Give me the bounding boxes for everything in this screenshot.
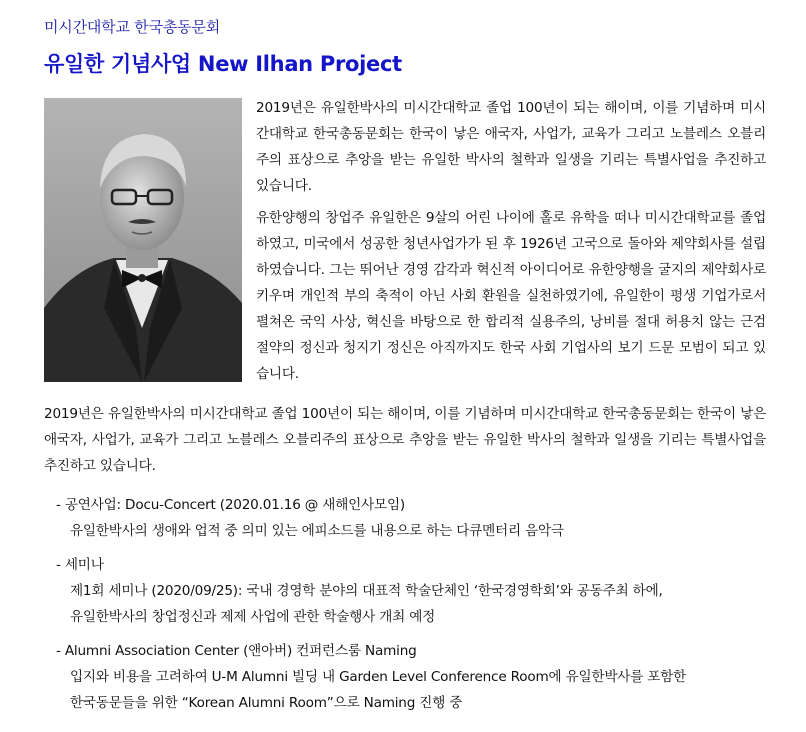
project-item-docu-concert <box>56 492 776 544</box>
project-item-seminar <box>56 552 776 630</box>
project-heading: - 공연사업: Docu-Concert (2020.01.16 @ 새해인사모임) <box>56 497 405 513</box>
project-detail: 제1회 세미나 (2020/09/25): 국내 경영학 분야의 대표적 학술단체인 ‘한국경영학회’와 공동주최 하에, <box>70 583 663 599</box>
project-detail: 입지와 비용을 고려하여 U-M Alumni 빌딩 내 Garden Level Conference Room에 유일한박사를 포함한 <box>70 669 687 685</box>
project-detail: 유일한박사의 창업정신과 제제 사업에 관한 학술행사 개최 예정 <box>70 609 436 625</box>
intro-paragraph-2: 유한양행의 창업주 유일한은 9살의 어린 나이에 홀로 유학을 떠나 미시간대학교를 졸업하였고, 미국에서 성공한 청년사업가가 된 후 1926년 고국으로 돌아와 제약회사를 설립하였습니다. 그는 뛰어난 경영 감각과 혁신적 아이디어로 유한양행을 굴지의 제약회사로 키우며 개인적 부의 축적이 아닌 사회 환원을 실천하였기에, 유일한이 평생 기업가로서 펼쳐온 국익 사상, 혁신을 바탕으로 한 합리적 실용주의, 낭비를 절대 허용치 않는 근검절약의 정신과 청지기 정신은 아직까지도 한국 사회 기업사의 보기 드문 모범이 되고 있습니다. <box>256 210 766 382</box>
intro-text-column <box>256 95 766 387</box>
page-title: 유일한 기념사업 New Ilhan Project <box>44 52 402 76</box>
project-heading: - Alumni Association Center (앤아버) 컨퍼런스룸 Naming <box>56 643 417 659</box>
intro-paragraph-1: 2019년은 유일한박사의 미시간대학교 졸업 100년이 되는 해이며, 이를 기념하며 미시간대학교 한국총동문회는 한국이 낳은 애국자, 사업가, 교육가 그리고 노블레스 오블리주의 표상으로 추앙을 받는 유일한 박사의 철학과 일생을 기리는 특별사업을 추진하고 있습니다. <box>256 100 766 194</box>
project-list <box>56 492 776 724</box>
project-heading: - 세미나 <box>56 557 104 573</box>
project-item-conference-room <box>56 638 776 716</box>
organization-subtitle: 미시간대학교 한국총동문회 <box>44 18 221 36</box>
summary-section <box>44 401 766 479</box>
project-detail: 유일한박사의 생애와 업적 중 의미 있는 에피소드를 내용으로 하는 다큐멘터리 음악극 <box>70 523 564 539</box>
summary-paragraph: 2019년은 유일한박사의 미시간대학교 졸업 100년이 되는 해이며, 이를 기념하며 미시간대학교 한국총동문회는 한국이 낳은 애국자, 사업가, 교육가 그리고 노블레스 오블리주의 표상으로 추앙을 받는 유일한 박사의 철학과 일생을 기리는 특별사업을 추진하고 있습니다. <box>44 406 766 474</box>
project-detail: 한국동문들을 위한 “Korean Alumni Room”으로 Naming 진행 중 <box>70 695 463 711</box>
portrait-photo <box>44 98 242 382</box>
